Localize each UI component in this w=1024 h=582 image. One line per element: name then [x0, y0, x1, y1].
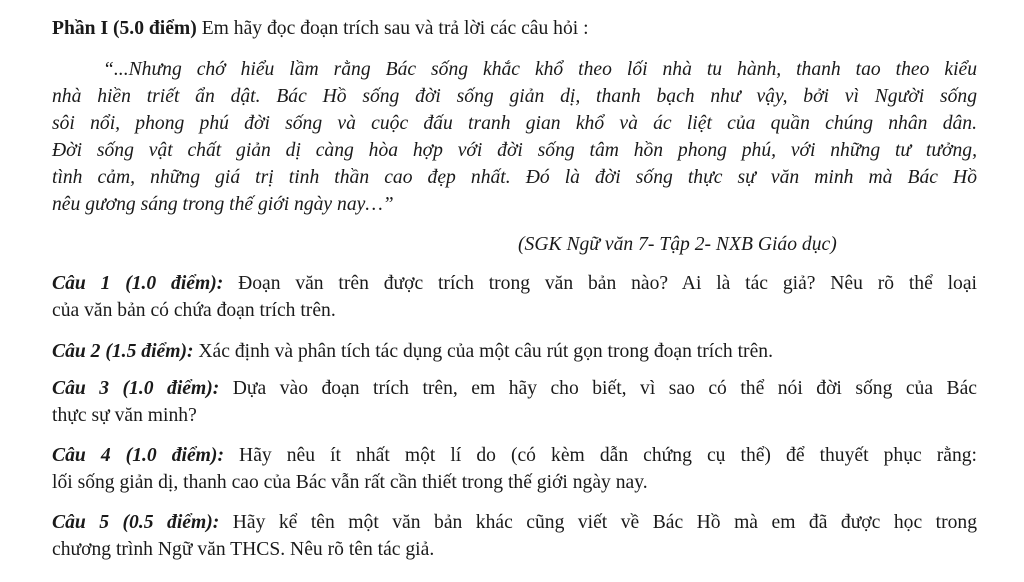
- question-label: Câu 4 (1.0 điểm):: [52, 445, 224, 466]
- question-line: [52, 271, 977, 297]
- question-line: chương trình Ngữ văn THCS. Nêu rõ tên tác giả.: [52, 539, 435, 560]
- question-line: của văn bản có chứa đoạn trích trên.: [52, 300, 336, 321]
- section-instruction: Em hãy đọc đoạn trích sau và trả lời các câu hỏi :: [196, 18, 589, 39]
- section-heading: [52, 16, 977, 42]
- question-line: thực sự văn minh?: [52, 405, 197, 426]
- question-line: [52, 339, 977, 365]
- question-line: lối sống giản dị, thanh cao của Bác vẫn rất cần thiết trong thế giới ngày nay.: [52, 472, 648, 493]
- question-text: Dựa vào đoạn trích trên, em hãy cho biết, vì sao có thể nói đời sống của Bác: [219, 378, 977, 399]
- question-text: Hãy nêu ít nhất một lí do (có kèm dẫn chứng cụ thể) để thuyết phục rằng:: [223, 445, 978, 466]
- question-label: Câu 3 (1.0 điểm):: [52, 378, 220, 399]
- passage-line: nêu gương sáng trong thế giới ngày nay…”: [52, 194, 394, 215]
- question-text: Hãy kể tên một văn bản khác cũng viết về Bác Hồ mà em đã được học trong: [219, 512, 977, 533]
- passage-line: “...Nhưng chớ hiểu lầm rằng Bác sống khắc khổ theo lối nhà tu hành, thanh tao theo kiểu: [103, 59, 977, 80]
- question-line: [52, 376, 977, 402]
- question-label: Câu 1 (1.0 điểm):: [52, 273, 224, 294]
- question-line: [52, 443, 977, 469]
- question-text: Xác định và phân tích tác dụng của một câu rút gọn trong đoạn trích trên.: [193, 341, 773, 362]
- passage-line: nhà hiền triết ẩn dật. Bác Hồ sống đời sống giản dị, thanh bạch như vậy, bởi vì Người sống: [52, 86, 977, 107]
- passage-line: tình cảm, những giá trị tinh thần cao đẹp nhất. Đó là đời sống thực sự văn minh mà Bác Hồ: [52, 167, 977, 188]
- question-label: Câu 2 (1.5 điểm):: [52, 341, 194, 362]
- passage-line: sôi nổi, phong phú đời sống và cuộc đấu tranh gian khổ và ác liệt của quần chúng nhân dân.: [52, 113, 977, 134]
- question-line: [52, 510, 977, 536]
- question-label: Câu 5 (0.5 điểm):: [52, 512, 220, 533]
- passage-line: Đời sống vật chất giản dị càng hòa hợp với đời sống tâm hồn phong phú, với những tư tưởng,: [52, 140, 977, 161]
- question-text: Đoạn văn trên được trích trong văn bản nào? Ai là tác giả? Nêu rõ thể loại: [223, 273, 977, 294]
- passage-source: (SGK Ngữ văn 7- Tập 2- NXB Giáo dục): [518, 234, 837, 255]
- section-label: Phần I (5.0 điểm): [52, 18, 197, 39]
